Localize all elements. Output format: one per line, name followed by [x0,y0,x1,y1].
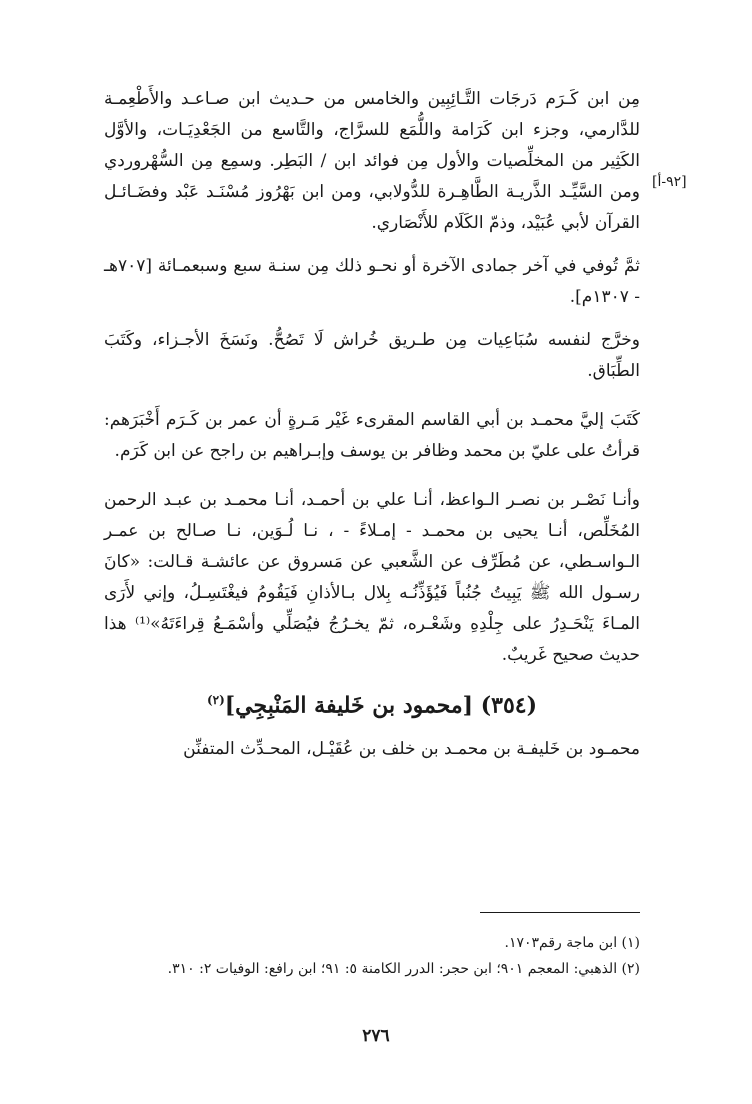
entry-heading-text: (٣٥٤) [محمود بن خَليفة المَنْبِجِي] [224,692,538,719]
entry-heading-footnote-ref: (٢) [206,693,225,707]
main-text [104,84,640,777]
footnote-1: (١) ابن ماجة رقم١٧٠٣. [504,935,640,951]
paragraph-works: وخرَّج لنفسه سُبَاعِيات مِن طـريق خُراش لَا تَصُحُّ. ونَسَخَ الأجـزاء، وكَتَبَ الطِّبَاق. [104,330,640,381]
page-number: ٢٧٦ [362,1026,390,1046]
paragraph-sama-list: مِن ابن كَـرَم دَرجَات التَّـائِبِين والخامس من حـديث ابن صـاعـد والأَطْعِمـة للدَّارمي، وجزء ابن كَرَامة واللُّمَع للسرَّاج، والتَّاسع من الجَعْدِيَـات، والأوَّل الكَثِير من المخلِّصيات والأول مِن فوائد ابن / البَطِر. وسمِع مِن السُّهْروردي ومن السَّيِّـد الذَّريـة الطَّاهِـرة للدُّولابي، ومن ابن بَهْرُوز مُسْنَـد عَبْد وفضَـائـل القرآن لأبي عُبَيْد، وذمّ الكَلَام للأَنْصَاري. [104,89,640,233]
footnote-2: (٢) الذهبي: المعجم ٩٠١؛ ابن حجر: الدرر الكامنة ٥: ٩١؛ ابن رافع: الوفيات ٢: ٣١٠. [167,961,640,977]
manuscript-folio-marker: [٩٢-أ] [652,174,687,190]
entry-body: محمـود بن خَليفـة بن محمـد بن خلف بن عُقَيْـل، المحـدِّث المتفنِّن [183,739,640,760]
paragraph-hadith: وأنـا نَصْـر بن نصـر الـواعظ، أنـا علي بن أحمـد، أنـا محمـد بن عبـد الرحمن المُخَلِّص، أنـا يحيى بن محمـد - إمـلاءً - ، نـا لُـوَين، نـا صـالح بن عمـر الـواسـطي، عن مُطَرِّف عن الشَّعبي عن مَسروق عن عائشـة قـالت: «كانَ رسـول الله ﷺ يَبِيتُ جُنُباً فَيُؤَذِّنُـه بِلال بـالأذانِ فَيَقُومُ فيغْتَسِـلُ، وإني لأَرَى المـاءَ يَنْحَـدِرُ على جِلْدِهِ وشَعْـره، ثمّ يخـرُجُ فيُصَلِّي وأسْمَـعُ قِراءَتَهُ»⁽¹⁾ هذا حديث صحيح غَريبٌ. [104,490,640,665]
paragraph-death-date: ثمَّ تُوفي في آخر جمادى الآخرة أو نحـو ذلك مِن سنـة سبع وسبعمـائة [٧٠٧هـ - ١٣٠٧م]. [104,256,640,307]
paragraph-isnad-intro: كَتَبَ إليَّ محمـد بن أبي القاسم المقرىء غَيْر مَـرةٍ أن عمر بن كَـرَم أَخْبَرَهم: قرأتُ على عليّ بن محمد وظافر بن يوسف وإبـراهيم بن راجح عن ابن كَرَم. [104,410,640,461]
entry-heading [104,683,640,722]
footnotes [104,930,640,982]
footnote-divider [480,912,640,913]
